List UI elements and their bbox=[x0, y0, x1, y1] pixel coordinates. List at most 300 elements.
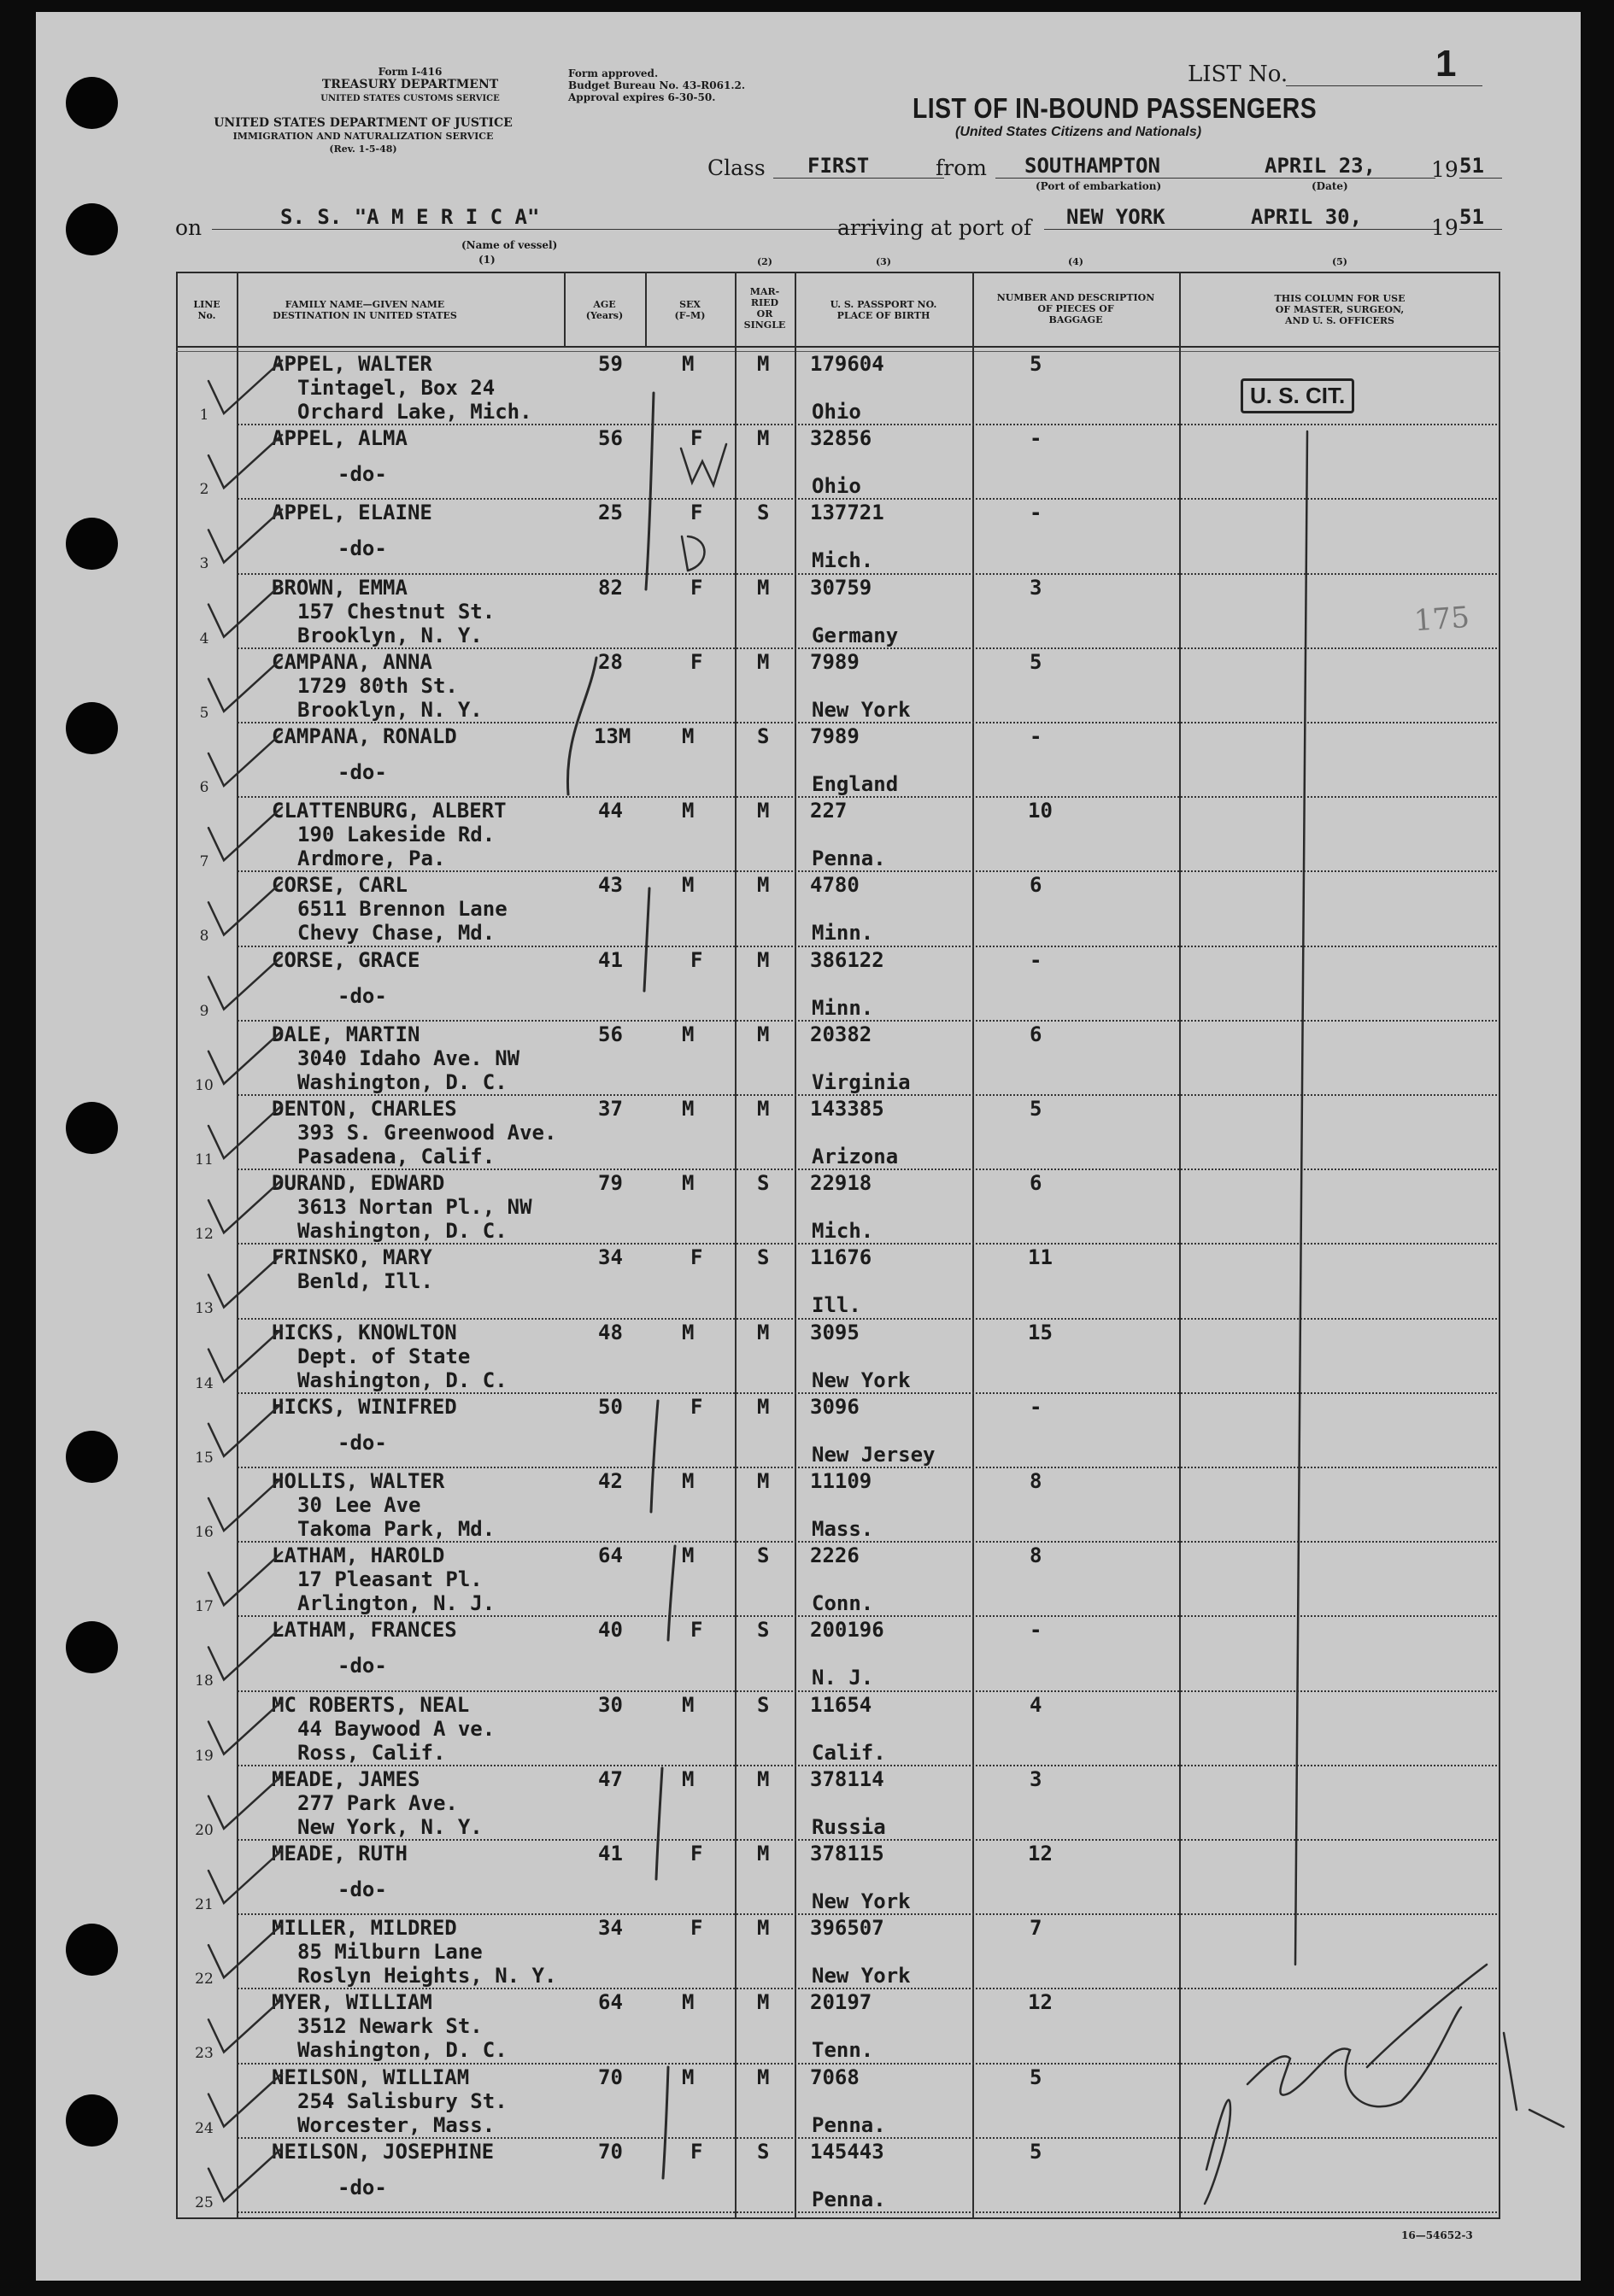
passenger-destination: -do- bbox=[337, 2175, 387, 2199]
passenger-marital-status: S bbox=[757, 2139, 770, 2164]
class-value: FIRST bbox=[773, 154, 944, 179]
baggage-count: 6 bbox=[1030, 873, 1042, 898]
row-line-number: 15 bbox=[195, 1449, 214, 1467]
passenger-destination: 393 S. Greenwood Ave. bbox=[297, 1121, 557, 1145]
year-prefix: 19 bbox=[1431, 157, 1458, 182]
row-line-number: 3 bbox=[199, 555, 209, 573]
col-header-age: AGE (Years) bbox=[585, 299, 624, 321]
baggage-count: 11 bbox=[1028, 1245, 1053, 1270]
passenger-sex: M bbox=[682, 724, 695, 748]
col-header-line: LINE No. bbox=[193, 299, 220, 321]
passenger-sex: M bbox=[682, 1171, 695, 1196]
passenger-destination: Brooklyn, N. Y. bbox=[297, 697, 483, 722]
passenger-sex: M bbox=[682, 1469, 695, 1493]
passenger-destination: Arlington, N. J. bbox=[297, 1591, 496, 1616]
passenger-sex: F bbox=[690, 501, 703, 525]
place-of-birth: Mass. bbox=[812, 1517, 874, 1541]
passenger-destination: 6511 Brennon Lane bbox=[297, 897, 508, 922]
place-of-birth: Penna. bbox=[812, 2187, 886, 2211]
row-line-number: 18 bbox=[195, 1672, 214, 1690]
passenger-marital-status: M bbox=[757, 1469, 770, 1493]
passenger-destination: New York, N. Y. bbox=[297, 1814, 483, 1839]
baggage-count: - bbox=[1030, 501, 1042, 525]
baggage-count: 6 bbox=[1030, 1022, 1042, 1046]
passenger-marital-status: S bbox=[757, 1692, 770, 1717]
passenger-age: 25 bbox=[598, 501, 623, 525]
year-value: 51 bbox=[1459, 154, 1502, 179]
passenger-name: APPEL, ALMA bbox=[272, 426, 408, 451]
passenger-age: 41 bbox=[598, 1842, 623, 1866]
passenger-destination: Tintagel, Box 24 bbox=[297, 376, 496, 400]
row-line-number: 13 bbox=[195, 1300, 214, 1318]
place-of-birth: New York bbox=[812, 1964, 911, 1988]
passenger-destination: Roslyn Heights, N. Y. bbox=[297, 1964, 557, 1988]
baggage-count: - bbox=[1030, 947, 1042, 972]
passenger-sex: M bbox=[682, 1543, 695, 1568]
baggage-count: 5 bbox=[1030, 352, 1042, 376]
passenger-destination: 3040 Idaho Ave. NW bbox=[297, 1046, 520, 1070]
passenger-age: 34 bbox=[598, 1245, 623, 1270]
passenger-destination: 277 Park Ave. bbox=[297, 1790, 458, 1815]
passenger-name: HICKS, KNOWLTON bbox=[272, 1320, 457, 1344]
passenger-marital-status: M bbox=[757, 947, 770, 972]
passenger-name: APPEL, ELAINE bbox=[272, 501, 432, 525]
baggage-count: 15 bbox=[1028, 1320, 1053, 1344]
passenger-sex: F bbox=[690, 426, 703, 451]
punch-hole bbox=[66, 203, 118, 255]
passenger-marital-status: M bbox=[757, 426, 770, 451]
col-header-num-officers: (5) bbox=[1331, 256, 1348, 267]
customs-service: UNITED STATES CUSTOMS SERVICE bbox=[320, 94, 500, 103]
passenger-destination: 254 Salisbury St. bbox=[297, 2088, 508, 2113]
passenger-destination: Benld, Ill. bbox=[297, 1269, 433, 1294]
passenger-marital-status: M bbox=[757, 1097, 770, 1121]
passenger-destination: Washington, D. C. bbox=[297, 2038, 508, 2063]
baggage-count: 8 bbox=[1030, 1469, 1042, 1493]
passenger-name: CORSE, CARL bbox=[272, 873, 408, 898]
passenger-name: DURAND, EDWARD bbox=[272, 1171, 445, 1196]
class-label: Class bbox=[707, 155, 766, 180]
row-line-number: 1 bbox=[199, 407, 209, 424]
passenger-destination: Ardmore, Pa. bbox=[297, 846, 446, 871]
passenger-name: NEILSON, JOSEPHINE bbox=[272, 2139, 495, 2164]
passenger-marital-status: M bbox=[757, 1916, 770, 1941]
passenger-destination: -do- bbox=[337, 1430, 387, 1455]
passenger-marital-status: S bbox=[757, 501, 770, 525]
passenger-marital-status: M bbox=[757, 1842, 770, 1866]
row-line-number: 5 bbox=[199, 704, 209, 722]
passenger-age: 40 bbox=[598, 1618, 623, 1643]
place-of-birth: England bbox=[812, 772, 899, 796]
passenger-age: 59 bbox=[598, 352, 623, 376]
passenger-sex: M bbox=[682, 1320, 695, 1344]
passenger-marital-status: M bbox=[757, 1990, 770, 2015]
passenger-marital-status: S bbox=[757, 724, 770, 748]
passenger-age: 30 bbox=[598, 1692, 623, 1717]
col-header-married: MAR- RIED OR SINGLE bbox=[743, 286, 786, 331]
place-of-birth: Conn. bbox=[812, 1591, 874, 1616]
col-header-num-passport: (3) bbox=[875, 256, 892, 267]
passenger-age: 42 bbox=[598, 1469, 623, 1493]
us-citizen-stamp: U. S. CIT. bbox=[1241, 378, 1354, 413]
form-number: Form I-416 bbox=[378, 66, 443, 78]
passenger-age: 41 bbox=[598, 947, 623, 972]
vessel-col-num: (1) bbox=[478, 254, 496, 266]
place-of-birth: New York bbox=[812, 1368, 911, 1392]
passenger-marital-status: M bbox=[757, 1394, 770, 1419]
baggage-count: - bbox=[1030, 426, 1042, 451]
passenger-age: 70 bbox=[598, 2065, 623, 2089]
list-no-line bbox=[1286, 85, 1482, 86]
passport-number: 20382 bbox=[810, 1022, 872, 1046]
passenger-name: LATHAM, FRANCES bbox=[272, 1618, 457, 1643]
passenger-destination: -do- bbox=[337, 983, 387, 1008]
passenger-age: 44 bbox=[598, 799, 623, 823]
passenger-marital-status: M bbox=[757, 1320, 770, 1344]
from-value: SOUTHAMPTON bbox=[995, 154, 1264, 179]
passenger-name: MEADE, JAMES bbox=[272, 1766, 420, 1791]
row-line-number: 14 bbox=[195, 1374, 214, 1392]
baggage-count: 5 bbox=[1030, 2065, 1042, 2089]
passenger-age: 37 bbox=[598, 1097, 623, 1121]
row-line-number: 22 bbox=[195, 1971, 214, 1988]
passenger-destination: Pasadena, Calif. bbox=[297, 1145, 496, 1168]
passenger-name: APPEL, WALTER bbox=[272, 352, 432, 376]
passenger-destination: 3512 Newark St. bbox=[297, 2014, 483, 2039]
row-line-number: 24 bbox=[195, 2119, 214, 2137]
passenger-sex: M bbox=[682, 1766, 695, 1791]
passenger-age: 79 bbox=[598, 1171, 623, 1196]
passenger-name: CAMPANA, ANNA bbox=[272, 649, 432, 674]
passport-number: 3096 bbox=[810, 1394, 860, 1419]
passenger-marital-status: M bbox=[757, 1766, 770, 1791]
passenger-destination: 44 Baywood A ve. bbox=[297, 1716, 496, 1741]
baggage-count: 10 bbox=[1028, 799, 1053, 823]
place-of-birth: Ohio bbox=[812, 474, 861, 499]
passenger-destination: -do- bbox=[337, 1877, 387, 1901]
passport-number: 145443 bbox=[810, 2139, 884, 2164]
passenger-age: 28 bbox=[598, 649, 623, 674]
passenger-destination: 30 Lee Ave bbox=[297, 1493, 421, 1517]
passport-number: 137721 bbox=[810, 501, 884, 525]
passenger-marital-status: S bbox=[757, 1618, 770, 1643]
baggage-count: 12 bbox=[1028, 1842, 1053, 1866]
vessel-name: S. S. "A M E R I C A" bbox=[212, 205, 887, 230]
arrival-year-prefix: 19 bbox=[1431, 215, 1458, 240]
row-line-number: 4 bbox=[199, 630, 209, 647]
budget-bureau: Budget Bureau No. 43-R061.2. bbox=[568, 79, 746, 91]
passenger-destination: 85 Milburn Lane bbox=[297, 1940, 483, 1965]
passenger-age: 13M bbox=[594, 724, 631, 748]
passenger-destination: -do- bbox=[337, 760, 387, 784]
passenger-sex: F bbox=[690, 1618, 703, 1643]
baggage-count: 8 bbox=[1030, 1543, 1042, 1568]
passenger-sex: F bbox=[690, 1842, 703, 1866]
place-of-birth: Ill. bbox=[812, 1293, 861, 1318]
passenger-name: BROWN, EMMA bbox=[272, 575, 408, 600]
justice-dept: UNITED STATES DEPARTMENT OF JUSTICE bbox=[214, 116, 513, 130]
passenger-name: DENTON, CHARLES bbox=[272, 1097, 457, 1121]
place-of-birth: New York bbox=[812, 1889, 911, 1913]
passport-number: 200196 bbox=[810, 1618, 884, 1643]
passport-number: 11676 bbox=[810, 1245, 872, 1270]
passenger-age: 64 bbox=[598, 1543, 623, 1568]
place-of-birth: Mich. bbox=[812, 1219, 874, 1244]
baggage-count: - bbox=[1030, 1394, 1042, 1419]
passenger-marital-status: M bbox=[757, 2065, 770, 2089]
passport-number: 7989 bbox=[810, 724, 860, 748]
passenger-name: MC ROBERTS, NEAL bbox=[272, 1692, 470, 1717]
punch-hole bbox=[66, 1621, 118, 1673]
row-separator bbox=[238, 2211, 1497, 2214]
row-line-number: 16 bbox=[195, 1524, 214, 1541]
passport-number: 11654 bbox=[810, 1692, 872, 1717]
passenger-sex: M bbox=[682, 873, 695, 898]
row-line-number: 23 bbox=[195, 2045, 214, 2063]
form-approved: Form approved. bbox=[568, 67, 659, 79]
baggage-count: 5 bbox=[1030, 649, 1042, 674]
passenger-age: 56 bbox=[598, 426, 623, 451]
passport-number: 179604 bbox=[810, 352, 884, 376]
passenger-destination: Dept. of State bbox=[297, 1344, 471, 1368]
passenger-name: DALE, MARTIN bbox=[272, 1022, 420, 1046]
passenger-marital-status: M bbox=[757, 649, 770, 674]
passport-number: 386122 bbox=[810, 947, 884, 972]
passenger-name: FRINSKO, MARY bbox=[272, 1245, 432, 1270]
passport-number: 4780 bbox=[810, 873, 860, 898]
punch-hole bbox=[66, 2094, 118, 2147]
arrival-year: 51 bbox=[1459, 205, 1502, 230]
place-of-birth: N. J. bbox=[812, 1666, 874, 1690]
passenger-name: CAMPANA, RONALD bbox=[272, 724, 457, 748]
row-separator bbox=[238, 870, 1497, 873]
passenger-destination: 1729 80th St. bbox=[297, 673, 458, 698]
passenger-destination: 190 Lakeside Rd. bbox=[297, 823, 496, 847]
baggage-count: 12 bbox=[1028, 1990, 1053, 2015]
passenger-marital-status: M bbox=[757, 799, 770, 823]
passport-number: 32856 bbox=[810, 426, 872, 451]
passport-number: 20197 bbox=[810, 1990, 872, 2015]
arrival-date: APRIL 30, bbox=[1230, 205, 1439, 230]
passenger-marital-status: M bbox=[757, 1022, 770, 1046]
passenger-marital-status: S bbox=[757, 1171, 770, 1196]
row-line-number: 7 bbox=[199, 853, 209, 871]
col-header-name: FAMILY NAME—GIVEN NAME DESTINATION IN UNITED STATES bbox=[273, 299, 457, 321]
passport-number: 143385 bbox=[810, 1097, 884, 1121]
arriving-label: arriving at port of bbox=[837, 215, 1032, 240]
passenger-sex: F bbox=[690, 2139, 703, 2164]
passenger-name: MYER, WILLIAM bbox=[272, 1990, 432, 2015]
baggage-count: 6 bbox=[1030, 1171, 1042, 1196]
list-title: LIST OF IN-BOUND PASSENGERS bbox=[913, 92, 1318, 124]
row-line-number: 6 bbox=[199, 779, 209, 796]
punch-hole bbox=[66, 702, 118, 754]
list-no-label: LIST No. bbox=[1188, 62, 1288, 87]
passenger-age: 70 bbox=[598, 2139, 623, 2164]
passenger-destination: -do- bbox=[337, 536, 387, 561]
passenger-name: HOLLIS, WALTER bbox=[272, 1469, 445, 1493]
passenger-destination: Worcester, Mass. bbox=[297, 2112, 496, 2137]
col-header-sex: SEX (F–M) bbox=[674, 299, 706, 321]
passenger-sex: M bbox=[682, 1022, 695, 1046]
passport-number: 227 bbox=[810, 799, 848, 823]
baggage-count: 5 bbox=[1030, 1097, 1042, 1121]
passenger-sex: F bbox=[690, 649, 703, 674]
passenger-marital-status: S bbox=[757, 1245, 770, 1270]
passenger-sex: M bbox=[682, 2065, 695, 2089]
punch-hole bbox=[66, 518, 118, 570]
passenger-name: NEILSON, WILLIAM bbox=[272, 2065, 470, 2089]
passenger-sex: M bbox=[682, 352, 695, 376]
row-line-number: 25 bbox=[195, 2194, 214, 2211]
row-line-number: 8 bbox=[199, 928, 209, 946]
row-line-number: 12 bbox=[195, 1226, 214, 1244]
passenger-destination: Orchard Lake, Mich. bbox=[297, 400, 532, 424]
place-of-birth: Penna. bbox=[812, 2112, 886, 2137]
place-of-birth: New York bbox=[812, 697, 911, 722]
passenger-name: CORSE, GRACE bbox=[272, 947, 420, 972]
place-of-birth: Arizona bbox=[812, 1145, 899, 1168]
place-of-birth: Minn. bbox=[812, 995, 874, 1020]
row-line-number: 17 bbox=[195, 1598, 214, 1616]
passenger-destination: 17 Pleasant Pl. bbox=[297, 1567, 483, 1592]
pencil-number: 175 bbox=[1412, 600, 1471, 639]
passenger-age: 56 bbox=[598, 1022, 623, 1046]
passenger-name: HICKS, WINIFRED bbox=[272, 1394, 457, 1419]
passenger-destination: 157 Chestnut St. bbox=[297, 599, 496, 624]
passenger-sex: M bbox=[682, 799, 695, 823]
passenger-sex: F bbox=[690, 947, 703, 972]
header-rule bbox=[176, 346, 1500, 348]
passenger-age: 64 bbox=[598, 1990, 623, 2015]
place-of-birth: Minn. bbox=[812, 921, 874, 946]
passenger-sex: M bbox=[682, 1097, 695, 1121]
passenger-marital-status: M bbox=[757, 575, 770, 600]
place-of-birth: Russia bbox=[812, 1814, 886, 1839]
passenger-age: 50 bbox=[598, 1394, 623, 1419]
place-of-birth: New Jersey bbox=[812, 1442, 936, 1467]
passenger-destination: -do- bbox=[337, 1654, 387, 1678]
col-header-num-baggage: (4) bbox=[1067, 256, 1084, 267]
approval-expires: Approval expires 6-30-50. bbox=[568, 91, 716, 103]
baggage-count: 3 bbox=[1030, 1766, 1042, 1791]
row-line-number: 20 bbox=[195, 1821, 214, 1839]
list-subtitle: (United States Citizens and Nationals) bbox=[955, 125, 1202, 139]
passenger-marital-status: S bbox=[757, 1543, 770, 1568]
passenger-destination: Chevy Chase, Md. bbox=[297, 921, 496, 946]
passport-number: 7068 bbox=[810, 2065, 860, 2089]
punch-hole bbox=[66, 1102, 118, 1154]
passport-number: 7989 bbox=[810, 649, 860, 674]
passenger-sex: F bbox=[690, 1916, 703, 1941]
place-of-birth: Penna. bbox=[812, 846, 886, 871]
date-caption: (Date) bbox=[1312, 180, 1348, 192]
baggage-count: 3 bbox=[1030, 575, 1042, 600]
from-label: from bbox=[936, 155, 987, 180]
col-header-passport: U. S. PASSPORT NO. PLACE OF BIRTH bbox=[830, 299, 937, 321]
passenger-destination: 3613 Nortan Pl., NW bbox=[297, 1195, 532, 1220]
punch-hole bbox=[66, 77, 118, 129]
place-of-birth: Germany bbox=[812, 623, 899, 647]
passenger-age: 48 bbox=[598, 1320, 623, 1344]
place-of-birth: Ohio bbox=[812, 400, 861, 424]
revision: (Rev. 1-5-48) bbox=[329, 144, 397, 155]
place-of-birth: Calif. bbox=[812, 1740, 886, 1765]
passenger-age: 34 bbox=[598, 1916, 623, 1941]
passenger-name: MILLER, MILDRED bbox=[272, 1916, 457, 1941]
print-code: 16—54652-3 bbox=[1401, 2229, 1473, 2241]
port-caption: (Port of embarkation) bbox=[1036, 180, 1162, 192]
punch-hole bbox=[66, 1431, 118, 1483]
row-line-number: 11 bbox=[195, 1151, 214, 1168]
passenger-sex: F bbox=[690, 575, 703, 600]
row-line-number: 21 bbox=[195, 1896, 214, 1913]
col-header-num-married: (2) bbox=[756, 256, 773, 267]
passport-number: 3095 bbox=[810, 1320, 860, 1344]
passport-number: 11109 bbox=[810, 1469, 872, 1493]
passport-number: 378114 bbox=[810, 1766, 884, 1791]
row-line-number: 9 bbox=[199, 1002, 209, 1020]
on-label: on bbox=[175, 215, 202, 240]
place-of-birth: Virginia bbox=[812, 1069, 911, 1094]
passport-number: 2226 bbox=[810, 1543, 860, 1568]
passenger-marital-status: M bbox=[757, 352, 770, 376]
treasury-dept: TREASURY DEPARTMENT bbox=[321, 78, 499, 91]
baggage-count: 7 bbox=[1030, 1916, 1042, 1941]
passenger-destination: Washington, D. C. bbox=[297, 1219, 508, 1244]
baggage-count: - bbox=[1030, 1618, 1042, 1643]
passenger-sex: M bbox=[682, 1990, 695, 2015]
passport-number: 378115 bbox=[810, 1842, 884, 1866]
passenger-name: MEADE, RUTH bbox=[272, 1842, 408, 1866]
passenger-sex: F bbox=[690, 1394, 703, 1419]
passenger-destination: Ross, Calif. bbox=[297, 1740, 446, 1765]
passenger-destination: Takoma Park, Md. bbox=[297, 1517, 496, 1541]
place-of-birth: Mich. bbox=[812, 548, 874, 573]
passenger-marital-status: M bbox=[757, 873, 770, 898]
passenger-destination: Washington, D. C. bbox=[297, 1368, 508, 1392]
departure-date: APRIL 23, bbox=[1247, 154, 1435, 179]
passenger-age: 43 bbox=[598, 873, 623, 898]
list-number: 1 bbox=[1435, 43, 1457, 85]
vessel-caption: (Name of vessel) bbox=[461, 239, 558, 251]
passport-number: 396507 bbox=[810, 1916, 884, 1941]
passenger-age: 82 bbox=[598, 575, 623, 600]
passenger-destination: -do- bbox=[337, 462, 387, 487]
baggage-count: - bbox=[1030, 724, 1042, 748]
passenger-sex: F bbox=[690, 1245, 703, 1270]
row-line-number: 10 bbox=[195, 1076, 214, 1094]
row-line-number: 19 bbox=[195, 1747, 214, 1765]
passenger-destination: Washington, D. C. bbox=[297, 1069, 508, 1094]
passenger-destination: Brooklyn, N. Y. bbox=[297, 623, 483, 647]
passport-number: 30759 bbox=[810, 575, 872, 600]
passenger-name: LATHAM, HAROLD bbox=[272, 1543, 445, 1568]
immigration-service: IMMIGRATION AND NATURALIZATION SERVICE bbox=[232, 131, 494, 142]
passenger-age: 47 bbox=[598, 1766, 623, 1791]
arrival-port: NEW YORK bbox=[1044, 205, 1237, 230]
row-line-number: 2 bbox=[199, 481, 209, 499]
punch-hole bbox=[66, 1924, 118, 1976]
col-header-baggage: NUMBER AND DESCRIPTION OF PIECES OF BAGGAGE bbox=[996, 292, 1155, 325]
baggage-count: 4 bbox=[1030, 1692, 1042, 1717]
passenger-name: CLATTENBURG, ALBERT bbox=[272, 799, 507, 823]
col-header-officers: THIS COLUMN FOR USE OF MASTER, SURGEON, AND U. S. OFFICERS bbox=[1274, 293, 1406, 326]
place-of-birth: Tenn. bbox=[812, 2038, 874, 2063]
passport-number: 22918 bbox=[810, 1171, 872, 1196]
baggage-count: 5 bbox=[1030, 2139, 1042, 2164]
passenger-sex: M bbox=[682, 1692, 695, 1717]
